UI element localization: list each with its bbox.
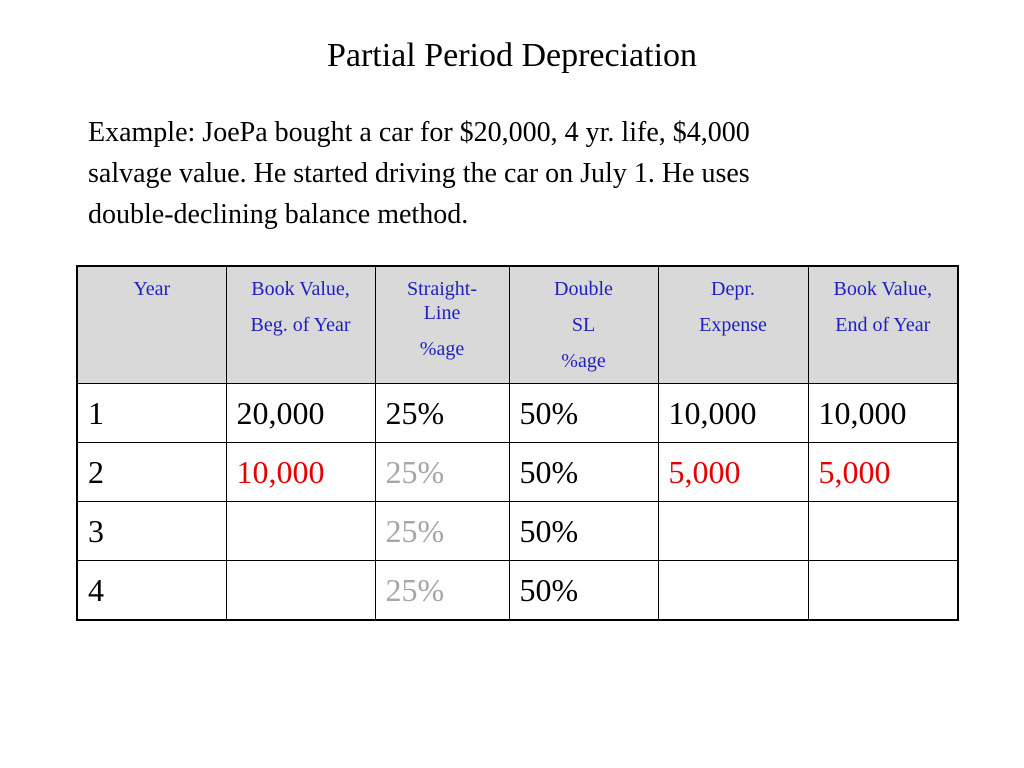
cell-book-value-end [808, 502, 958, 561]
cell-year: 2 [77, 443, 226, 502]
header-depr-expense-line-2: Expense [699, 314, 767, 336]
cell-straight-line-pct: 25% [375, 561, 509, 621]
cell-book-value-beg [226, 561, 375, 621]
header-book-value-beg-line-1: Book Value, [251, 278, 350, 300]
cell-book-value-end: 10,000 [808, 384, 958, 443]
header-straight-line-line-3: %age [419, 338, 465, 360]
cell-double-sl-pct: 50% [509, 502, 658, 561]
cell-book-value-end: 5,000 [808, 443, 958, 502]
header-depr-expense [658, 266, 808, 384]
cell-straight-line-pct: 25% [375, 443, 509, 502]
depreciation-table [76, 265, 959, 621]
table-row [77, 561, 958, 621]
cell-year: 4 [77, 561, 226, 621]
cell-depr-expense [658, 561, 808, 621]
cell-double-sl-pct: 50% [509, 384, 658, 443]
cell-year: 3 [77, 502, 226, 561]
header-straight-line-line-1: Straight- [407, 278, 477, 300]
header-year [77, 266, 226, 384]
cell-book-value-beg: 10,000 [226, 443, 375, 502]
header-double-sl-line-3: %age [561, 350, 606, 372]
cell-double-sl-pct: 50% [509, 443, 658, 502]
table-header-row [77, 266, 958, 384]
slide-title: Partial Period Depreciation [326, 37, 698, 74]
header-year-line-1: Year [133, 278, 171, 300]
header-book-value-end-line-2: End of Year [835, 314, 931, 336]
table-row [77, 502, 958, 561]
cell-depr-expense: 5,000 [658, 443, 808, 502]
header-depr-expense-line-1: Depr. [711, 278, 755, 300]
header-double-sl-line-2: SL [571, 314, 596, 336]
cell-book-value-beg: 20,000 [226, 384, 375, 443]
header-book-value-end [808, 266, 958, 384]
header-double-sl-line-1: Double [554, 278, 613, 300]
header-straight-line [375, 266, 509, 384]
cell-year: 1 [77, 384, 226, 443]
example-paragraph: Example: JoePa bought a car for $20,000, 4 yr. life, $4,000 salvage value. He started driving the car on July 1. He uses double-declining balance method. [88, 117, 750, 230]
cell-book-value-end [808, 561, 958, 621]
cell-straight-line-pct: 25% [375, 502, 509, 561]
cell-double-sl-pct: 50% [509, 561, 658, 621]
cell-straight-line-pct: 25% [375, 384, 509, 443]
cell-depr-expense [658, 502, 808, 561]
header-double-sl [509, 266, 658, 384]
table-row [77, 443, 958, 502]
header-book-value-beg-line-2: Beg. of Year [250, 314, 351, 336]
cell-depr-expense: 10,000 [658, 384, 808, 443]
header-book-value-beg [226, 266, 375, 384]
header-book-value-end-line-1: Book Value, [833, 278, 932, 300]
table-row [77, 384, 958, 443]
cell-book-value-beg [226, 502, 375, 561]
header-straight-line-line-2: Line [423, 302, 461, 324]
